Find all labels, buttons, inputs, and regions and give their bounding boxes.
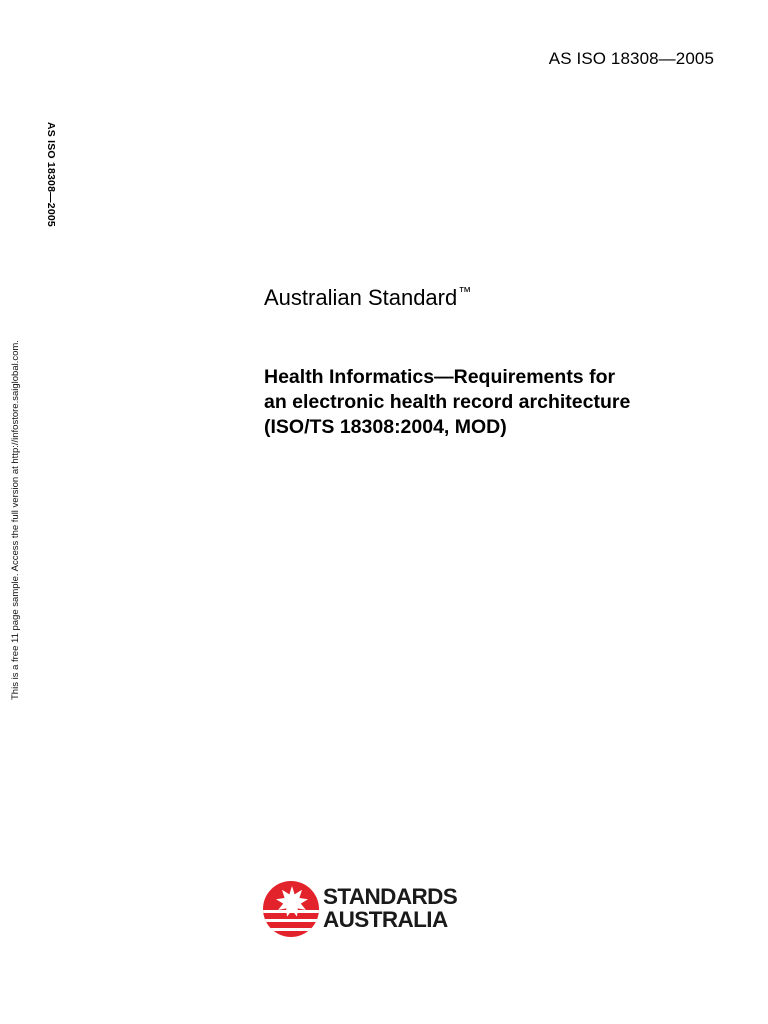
document-title	[264, 365, 724, 440]
standards-australia-logo	[263, 881, 483, 937]
trademark-symbol: ™	[458, 284, 472, 299]
standard-kind-heading	[264, 284, 471, 311]
standards-australia-star-icon	[263, 881, 319, 937]
standard-kind-label: Australian Standard	[264, 285, 458, 310]
sample-notice-text: This is a free 11 page sample. Access the full version at http://infostore.saiglobal.com.	[10, 340, 21, 700]
title-line: an electronic health record architecture	[264, 391, 631, 413]
title-line: Health Informatics—Requirements for	[264, 366, 616, 388]
spine-document-number: AS ISO 18308—2005	[45, 122, 57, 227]
title-line: (ISO/TS 18308:2004, MOD)	[264, 416, 507, 438]
logo-wordmark-line: AUSTRALIA	[323, 907, 448, 932]
logo-wordmark	[323, 885, 457, 931]
logo-wordmark-line: STANDARDS	[323, 884, 458, 909]
document-number: AS ISO 18308—2005	[548, 49, 714, 68]
